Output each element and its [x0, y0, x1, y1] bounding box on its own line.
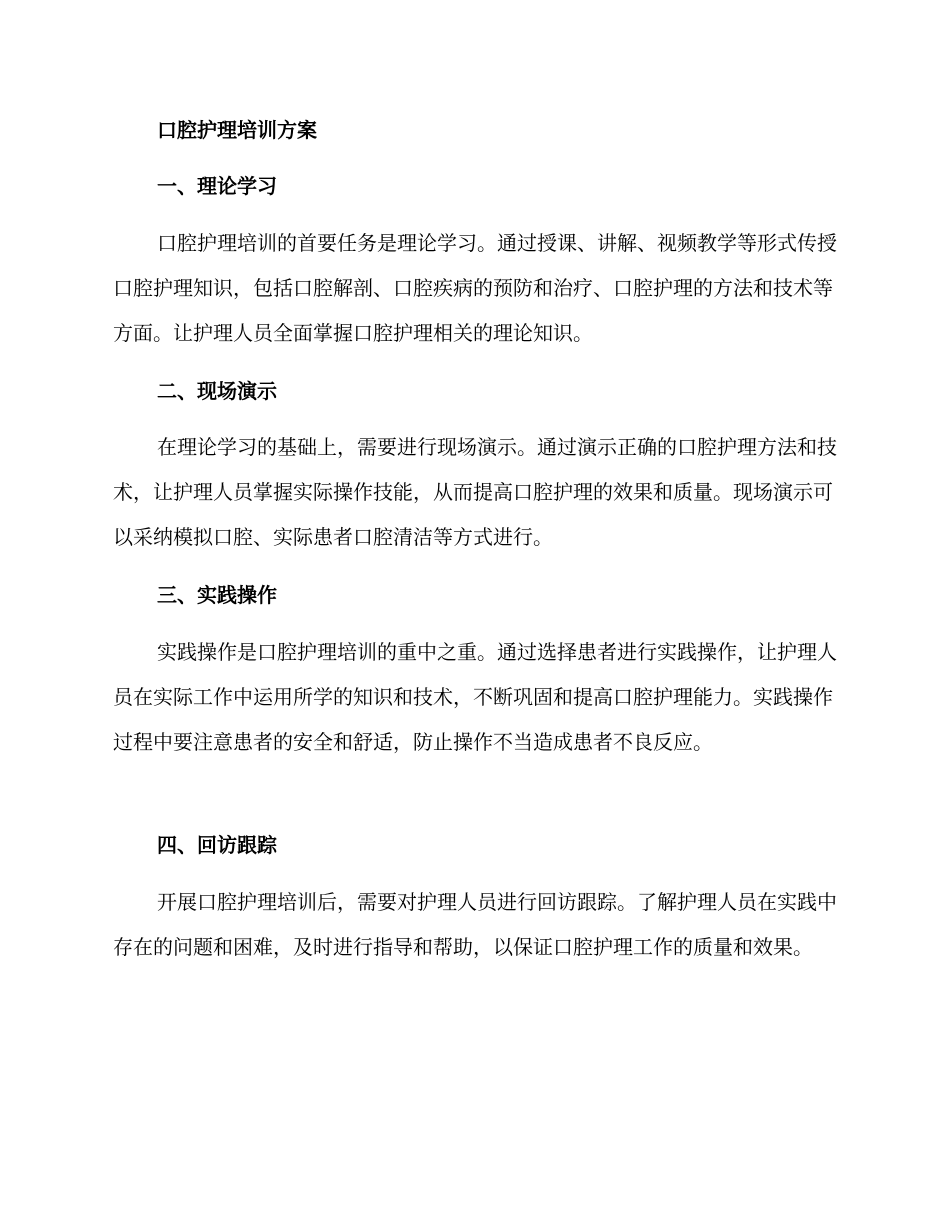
section-heading-theory: 一、理论学习 [157, 174, 277, 198]
section-heading-followup: 四、回访跟踪 [157, 833, 277, 857]
section-paragraph-theory: 口腔护理培训的首要任务是理论学习。通过授课、讲解、视频教学等形式传授口腔护理知识，包括口腔解剖、口腔疾病的预防和治疗、口腔护理的方法和技术等方面。让护理人员全面掌握口腔护理相关的理论知识。 [113, 231, 837, 345]
section-paragraph-demo: 在理论学习的基础上，需要进行现场演示。通过演示正确的口腔护理方法和技术，让护理人员掌握实际操作技能，从而提高口腔护理的效果和质量。现场演示可以采纳模拟口腔、实际患者口腔清洁等方式进行。 [113, 435, 837, 549]
section-heading-demo: 二、现场演示 [157, 379, 277, 403]
section-paragraph-followup: 开展口腔护理培训后，需要对护理人员进行回访跟踪。了解护理人员在实践中存在的问题和困难，及时进行指导和帮助，以保证口腔护理工作的质量和效果。 [113, 890, 837, 959]
document-title: 口腔护理培训方案 [157, 118, 317, 142]
section-paragraph-practice: 实践操作是口腔护理培训的重中之重。通过选择患者进行实践操作，让护理人员在实际工作中运用所学的知识和技术，不断巩固和提高口腔护理能力。实践操作过程中要注意患者的安全和舒适，防止操作不当造成患者不良反应。 [113, 640, 837, 754]
section-heading-practice: 三、实践操作 [157, 583, 277, 607]
